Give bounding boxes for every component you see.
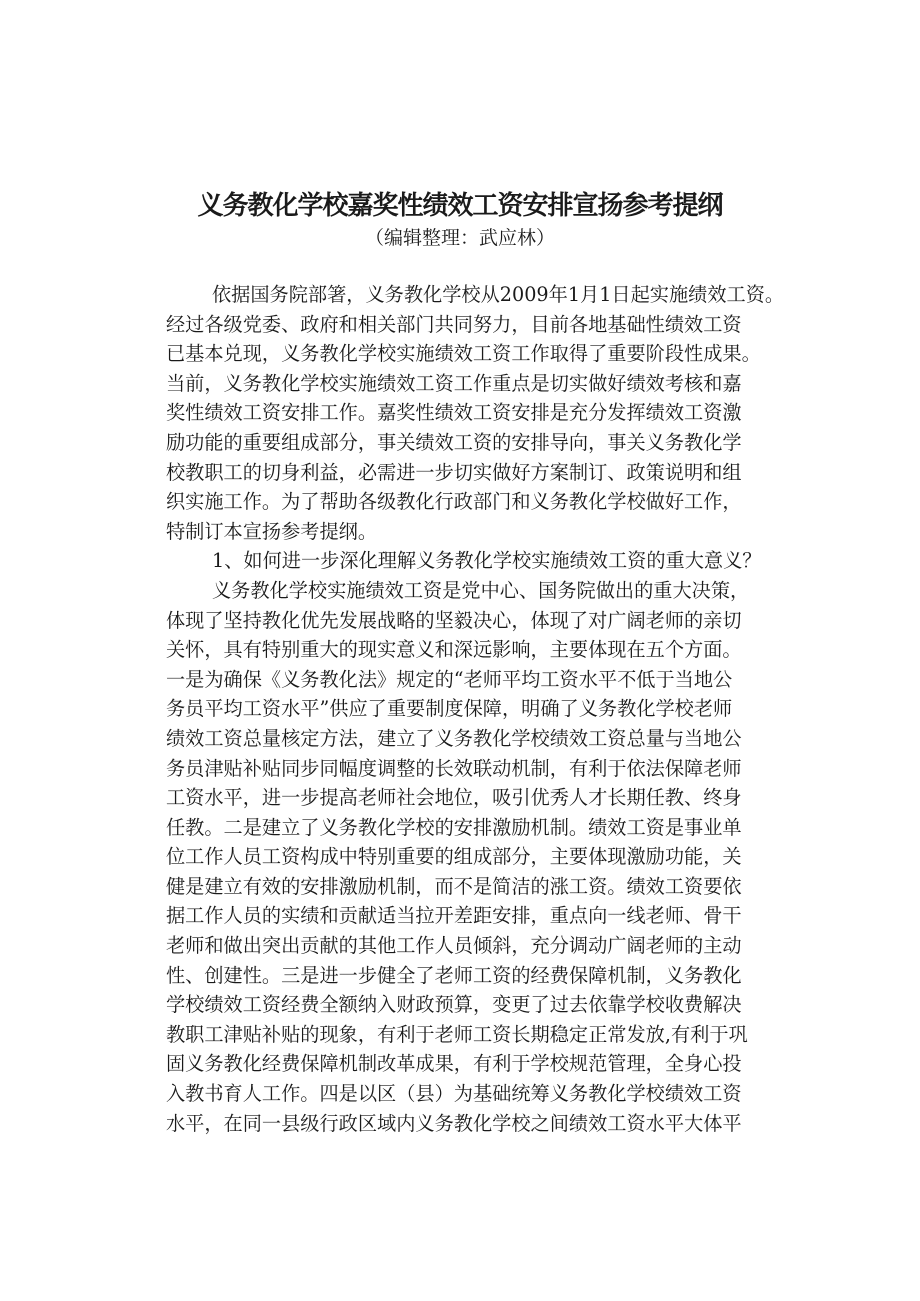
paragraph-line: 一是为确保《义务教化法》规定的“老师平均工资水平不低于当地公 (166, 667, 733, 691)
paragraph-line: 务员津贴补贴同步同幅度调整的长效联动机制，有利于依法保障老师 (166, 756, 742, 780)
paragraph-line: 入教书育人工作。四是以区（县）为基础统筹义务教化学校绩效工资 (166, 1082, 742, 1106)
paragraph-line: 教职工津贴补贴的现象，有利于老师工资长期稳定正常发放,有利于巩 (166, 1022, 748, 1046)
paragraph-line: 健是建立有效的安排激励机制，而不是简洁的涨工资。绩效工资要依 (166, 874, 742, 898)
paragraph-line: 当前，义务教化学校实施绩效工资工作重点是切实做好绩效考核和嘉 (166, 371, 742, 395)
paragraph-line: 特制订本宣扬参考提纲。 (166, 519, 378, 543)
paragraph-line: 老师和做出突出贡献的其他工作人员倾斜，充分调动广阔老师的主动 (166, 934, 742, 958)
paragraph-line: 奖性绩效工资安排工作。嘉奖性绩效工资安排是充分发挥绩效工资激 (166, 401, 742, 425)
paragraph-line: 固义务教化经费保障机制改革成果，有利于学校规范管理，全身心投 (166, 1052, 742, 1076)
paragraph-line: 水平，在同一县级行政区域内义务教化学校之间绩效工资水平大体平 (166, 1111, 742, 1135)
document-body (166, 280, 806, 1138)
paragraph-line: 励功能的重要组成部分，事关绩效工资的安排导向，事关义务教化学 (166, 430, 742, 454)
paragraph-line: 学校绩效工资经费全额纳入财政预算，变更了过去依靠学校收费解决 (166, 993, 742, 1017)
paragraph-line: 任教。二是建立了义务教化学校的安排激励机制。绩效工资是事业单 (166, 815, 742, 839)
paragraph-line: 织实施工作。为了帮助各级教化行政部门和义务教化学校做好工作， (166, 490, 742, 514)
paragraph-line: 体现了坚持教化优先发展战略的坚毅决心，体现了对广阔老师的亲切 (166, 608, 742, 632)
paragraph-line: 义务教化学校实施绩效工资是党中心、国务院做出的重大决策， (212, 578, 750, 602)
paragraph-line: 位工作人员工资构成中特别重要的组成部分，主要体现激励功能，关 (166, 845, 742, 869)
section-heading: 1、如何进一步深化理解义务教化学校实施绩效工资的重大意义？ (212, 549, 762, 573)
paragraph-line: 绩效工资总量核定方法，建立了义务教化学校绩效工资总量与当地公 (166, 726, 742, 750)
paragraph-line: 经过各级党委、政府和相关部门共同努力，目前各地基础性绩效工资 (166, 312, 742, 336)
paragraph-line: 校教职工的切身利益，必需进一步切实做好方案制订、政策说明和组 (166, 460, 742, 484)
document-subtitle: （编辑整理：武应林） (364, 227, 555, 249)
paragraph-line: 关怀，具有特别重大的现实意义和深远影响，主要体现在五个方面。 (166, 638, 742, 662)
document-title: 义务教化学校嘉奖性绩效工资安排宣扬参考提纲 (197, 191, 723, 221)
paragraph-line: 依据国务院部箸，义务教化学校从2009年1月1日起实施绩效工资。 (212, 283, 785, 306)
paragraph-line: 务员平均工资水平”供应了重要制度保障，明确了义务教化学校老师 (166, 697, 733, 721)
paragraph-line: 性、创建性。三是进一步健全了老师工资的经费保障机制，义务教化 (166, 963, 742, 987)
paragraph-line: 据工作人员的实绩和贡献适当拉开差距安排，重点向一线老师、骨干 (166, 904, 742, 928)
paragraph-line: 已基本兑现，义务教化学校实施绩效工资工作取得了重要阶段性成果。 (166, 342, 761, 366)
paragraph-line: 工资水平，进一步提高老师社会地位，吸引优秀人才长期任教、终身 (166, 786, 742, 810)
